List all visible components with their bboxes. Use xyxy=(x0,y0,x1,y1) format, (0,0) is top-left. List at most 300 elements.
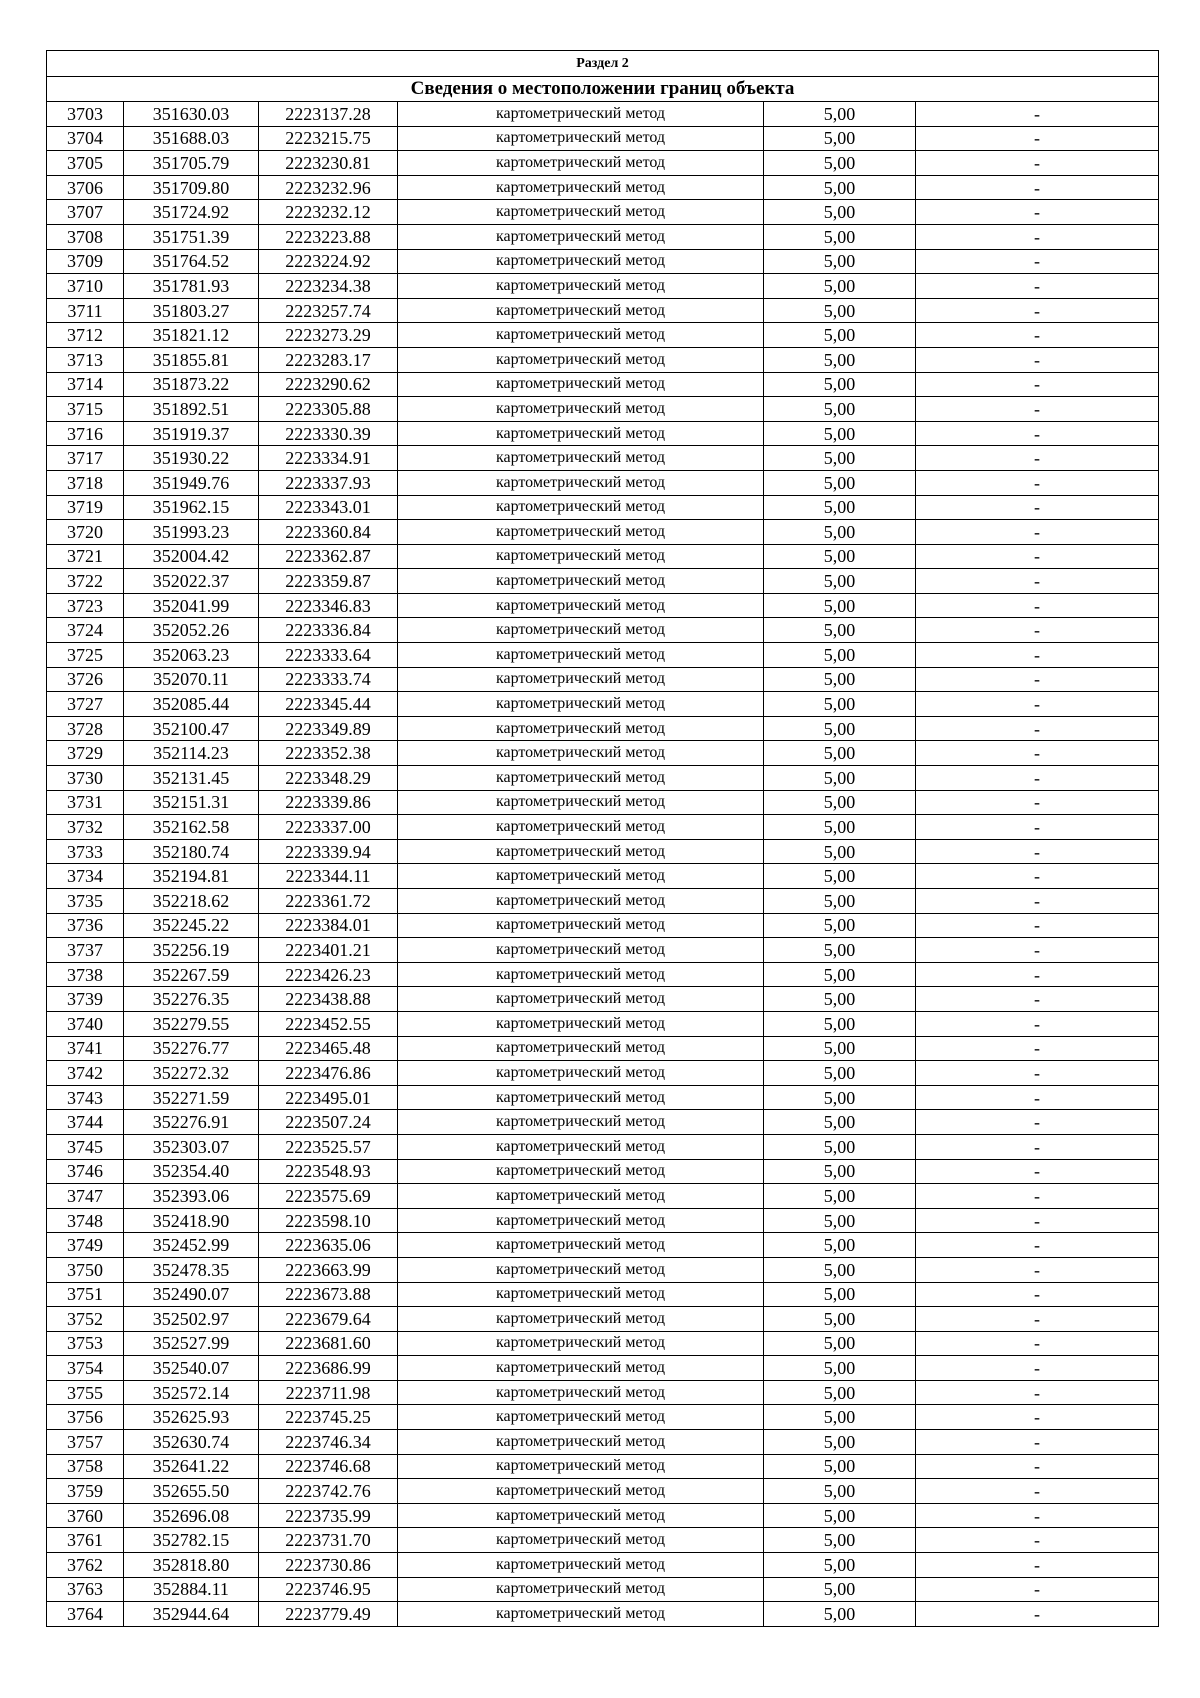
accuracy-cell: 5,00 xyxy=(764,126,916,151)
y-coordinate-cell: 2223359.87 xyxy=(259,569,398,594)
description-cell: - xyxy=(916,323,1159,348)
y-coordinate-cell: 2223345.44 xyxy=(259,692,398,717)
table-row xyxy=(47,1282,1159,1307)
accuracy-cell: 5,00 xyxy=(764,1159,916,1184)
table-row xyxy=(47,790,1159,815)
method-cell: картометрический метод xyxy=(398,1257,764,1282)
method-cell: картометрический метод xyxy=(398,1553,764,1578)
y-coordinate-cell: 2223349.89 xyxy=(259,716,398,741)
accuracy-cell: 5,00 xyxy=(764,643,916,668)
accuracy-cell: 5,00 xyxy=(764,569,916,594)
point-number-cell: 3757 xyxy=(47,1430,124,1455)
y-coordinate-cell: 2223663.99 xyxy=(259,1257,398,1282)
y-coordinate-cell: 2223711.98 xyxy=(259,1380,398,1405)
accuracy-cell: 5,00 xyxy=(764,741,916,766)
method-cell: картометрический метод xyxy=(398,913,764,938)
point-number-cell: 3737 xyxy=(47,938,124,963)
x-coordinate-cell: 351949.76 xyxy=(124,470,259,495)
table-row xyxy=(47,1233,1159,1258)
description-cell: - xyxy=(916,126,1159,151)
x-coordinate-cell: 352085.44 xyxy=(124,692,259,717)
method-cell: картометрический метод xyxy=(398,1331,764,1356)
accuracy-cell: 5,00 xyxy=(764,1257,916,1282)
x-coordinate-cell: 352245.22 xyxy=(124,913,259,938)
method-cell: картометрический метод xyxy=(398,1503,764,1528)
x-coordinate-cell: 352041.99 xyxy=(124,593,259,618)
x-coordinate-cell: 352818.80 xyxy=(124,1553,259,1578)
accuracy-cell: 5,00 xyxy=(764,1405,916,1430)
description-cell: - xyxy=(916,1430,1159,1455)
point-number-cell: 3708 xyxy=(47,224,124,249)
table-row xyxy=(47,1331,1159,1356)
accuracy-cell: 5,00 xyxy=(764,1331,916,1356)
point-number-cell: 3733 xyxy=(47,839,124,864)
description-cell: - xyxy=(916,569,1159,594)
x-coordinate-cell: 351705.79 xyxy=(124,151,259,176)
x-coordinate-cell: 351688.03 xyxy=(124,126,259,151)
x-coordinate-cell: 352100.47 xyxy=(124,716,259,741)
accuracy-cell: 5,00 xyxy=(764,151,916,176)
table-row xyxy=(47,1061,1159,1086)
accuracy-cell: 5,00 xyxy=(764,815,916,840)
y-coordinate-cell: 2223339.86 xyxy=(259,790,398,815)
table-row xyxy=(47,1011,1159,1036)
point-number-cell: 3740 xyxy=(47,1011,124,1036)
y-coordinate-cell: 2223730.86 xyxy=(259,1553,398,1578)
table-row xyxy=(47,1380,1159,1405)
accuracy-cell: 5,00 xyxy=(764,323,916,348)
table-row xyxy=(47,1036,1159,1061)
description-cell: - xyxy=(916,1380,1159,1405)
point-number-cell: 3759 xyxy=(47,1479,124,1504)
table-row xyxy=(47,716,1159,741)
point-number-cell: 3703 xyxy=(47,102,124,127)
accuracy-cell: 5,00 xyxy=(764,667,916,692)
accuracy-cell: 5,00 xyxy=(764,298,916,323)
method-cell: картометрический метод xyxy=(398,790,764,815)
method-cell: картометрический метод xyxy=(398,692,764,717)
method-cell: картометрический метод xyxy=(398,618,764,643)
table-row xyxy=(47,618,1159,643)
x-coordinate-cell: 352151.31 xyxy=(124,790,259,815)
point-number-cell: 3728 xyxy=(47,716,124,741)
point-number-cell: 3707 xyxy=(47,200,124,225)
accuracy-cell: 5,00 xyxy=(764,421,916,446)
table-row xyxy=(47,569,1159,594)
x-coordinate-cell: 352070.11 xyxy=(124,667,259,692)
y-coordinate-cell: 2223273.29 xyxy=(259,323,398,348)
table-row xyxy=(47,1356,1159,1381)
x-coordinate-cell: 352052.26 xyxy=(124,618,259,643)
method-cell: картометрический метод xyxy=(398,102,764,127)
description-cell: - xyxy=(916,962,1159,987)
accuracy-cell: 5,00 xyxy=(764,249,916,274)
method-cell: картометрический метод xyxy=(398,962,764,987)
point-number-cell: 3717 xyxy=(47,446,124,471)
x-coordinate-cell: 352218.62 xyxy=(124,889,259,914)
y-coordinate-cell: 2223362.87 xyxy=(259,544,398,569)
description-cell: - xyxy=(916,175,1159,200)
y-coordinate-cell: 2223742.76 xyxy=(259,1479,398,1504)
method-cell: картометрический метод xyxy=(398,323,764,348)
x-coordinate-cell: 352004.42 xyxy=(124,544,259,569)
y-coordinate-cell: 2223779.49 xyxy=(259,1602,398,1627)
accuracy-cell: 5,00 xyxy=(764,987,916,1012)
x-coordinate-cell: 352630.74 xyxy=(124,1430,259,1455)
table-row xyxy=(47,692,1159,717)
point-number-cell: 3747 xyxy=(47,1184,124,1209)
method-cell: картометрический метод xyxy=(398,889,764,914)
x-coordinate-cell: 351993.23 xyxy=(124,520,259,545)
x-coordinate-cell: 352478.35 xyxy=(124,1257,259,1282)
x-coordinate-cell: 352393.06 xyxy=(124,1184,259,1209)
y-coordinate-cell: 2223731.70 xyxy=(259,1528,398,1553)
accuracy-cell: 5,00 xyxy=(764,618,916,643)
y-coordinate-cell: 2223352.38 xyxy=(259,741,398,766)
method-cell: картометрический метод xyxy=(398,864,764,889)
description-cell: - xyxy=(916,938,1159,963)
y-coordinate-cell: 2223465.48 xyxy=(259,1036,398,1061)
y-coordinate-cell: 2223223.88 xyxy=(259,224,398,249)
description-cell: - xyxy=(916,151,1159,176)
x-coordinate-cell: 351873.22 xyxy=(124,372,259,397)
description-cell: - xyxy=(916,716,1159,741)
accuracy-cell: 5,00 xyxy=(764,889,916,914)
method-cell: картометрический метод xyxy=(398,1356,764,1381)
point-number-cell: 3754 xyxy=(47,1356,124,1381)
x-coordinate-cell: 352641.22 xyxy=(124,1454,259,1479)
y-coordinate-cell: 2223426.23 xyxy=(259,962,398,987)
description-cell: - xyxy=(916,987,1159,1012)
accuracy-cell: 5,00 xyxy=(764,790,916,815)
table-row xyxy=(47,249,1159,274)
description-cell: - xyxy=(916,790,1159,815)
table-row xyxy=(47,1405,1159,1430)
accuracy-cell: 5,00 xyxy=(764,766,916,791)
accuracy-cell: 5,00 xyxy=(764,470,916,495)
y-coordinate-cell: 2223224.92 xyxy=(259,249,398,274)
table-row xyxy=(47,962,1159,987)
description-cell: - xyxy=(916,815,1159,840)
description-cell: - xyxy=(916,913,1159,938)
description-cell: - xyxy=(916,1134,1159,1159)
x-coordinate-cell: 352354.40 xyxy=(124,1159,259,1184)
description-cell: - xyxy=(916,249,1159,274)
table-row xyxy=(47,889,1159,914)
method-cell: картометрический метод xyxy=(398,249,764,274)
table-row xyxy=(47,815,1159,840)
accuracy-cell: 5,00 xyxy=(764,938,916,963)
point-number-cell: 3752 xyxy=(47,1307,124,1332)
y-coordinate-cell: 2223339.94 xyxy=(259,839,398,864)
description-cell: - xyxy=(916,470,1159,495)
description-cell: - xyxy=(916,1577,1159,1602)
description-cell: - xyxy=(916,372,1159,397)
accuracy-cell: 5,00 xyxy=(764,1036,916,1061)
x-coordinate-cell: 351821.12 xyxy=(124,323,259,348)
table-row xyxy=(47,1454,1159,1479)
table-row xyxy=(47,298,1159,323)
point-number-cell: 3710 xyxy=(47,274,124,299)
point-number-cell: 3723 xyxy=(47,593,124,618)
method-cell: картометрический метод xyxy=(398,987,764,1012)
method-cell: картометрический метод xyxy=(398,938,764,963)
method-cell: картометрический метод xyxy=(398,1159,764,1184)
table-row xyxy=(47,347,1159,372)
table-row xyxy=(47,741,1159,766)
y-coordinate-cell: 2223346.83 xyxy=(259,593,398,618)
method-cell: картометрический метод xyxy=(398,495,764,520)
accuracy-cell: 5,00 xyxy=(764,1110,916,1135)
description-cell: - xyxy=(916,1159,1159,1184)
description-cell: - xyxy=(916,667,1159,692)
x-coordinate-cell: 352114.23 xyxy=(124,741,259,766)
x-coordinate-cell: 352271.59 xyxy=(124,1085,259,1110)
x-coordinate-cell: 351724.92 xyxy=(124,200,259,225)
method-cell: картометрический метод xyxy=(398,126,764,151)
accuracy-cell: 5,00 xyxy=(764,520,916,545)
accuracy-cell: 5,00 xyxy=(764,1061,916,1086)
method-cell: картометрический метод xyxy=(398,1307,764,1332)
method-cell: картометрический метод xyxy=(398,569,764,594)
accuracy-cell: 5,00 xyxy=(764,1553,916,1578)
table-row xyxy=(47,913,1159,938)
accuracy-cell: 5,00 xyxy=(764,913,916,938)
description-cell: - xyxy=(916,692,1159,717)
point-number-cell: 3720 xyxy=(47,520,124,545)
table-row xyxy=(47,544,1159,569)
table-row xyxy=(47,397,1159,422)
description-cell: - xyxy=(916,839,1159,864)
method-cell: картометрический метод xyxy=(398,1528,764,1553)
point-number-cell: 3739 xyxy=(47,987,124,1012)
x-coordinate-cell: 352782.15 xyxy=(124,1528,259,1553)
x-coordinate-cell: 352452.99 xyxy=(124,1233,259,1258)
point-number-cell: 3727 xyxy=(47,692,124,717)
method-cell: картометрический метод xyxy=(398,1454,764,1479)
y-coordinate-cell: 2223336.84 xyxy=(259,618,398,643)
y-coordinate-cell: 2223283.17 xyxy=(259,347,398,372)
accuracy-cell: 5,00 xyxy=(764,1602,916,1627)
table-row xyxy=(47,643,1159,668)
accuracy-cell: 5,00 xyxy=(764,274,916,299)
point-number-cell: 3735 xyxy=(47,889,124,914)
accuracy-cell: 5,00 xyxy=(764,1233,916,1258)
y-coordinate-cell: 2223746.95 xyxy=(259,1577,398,1602)
accuracy-cell: 5,00 xyxy=(764,1380,916,1405)
accuracy-cell: 5,00 xyxy=(764,200,916,225)
point-number-cell: 3726 xyxy=(47,667,124,692)
x-coordinate-cell: 352490.07 xyxy=(124,1282,259,1307)
y-coordinate-cell: 2223681.60 xyxy=(259,1331,398,1356)
method-cell: картометрический метод xyxy=(398,716,764,741)
table-row xyxy=(47,1430,1159,1455)
table-body xyxy=(47,51,1159,1627)
point-number-cell: 3722 xyxy=(47,569,124,594)
point-number-cell: 3730 xyxy=(47,766,124,791)
method-cell: картометрический метод xyxy=(398,593,764,618)
point-number-cell: 3756 xyxy=(47,1405,124,1430)
y-coordinate-cell: 2223686.99 xyxy=(259,1356,398,1381)
x-coordinate-cell: 352180.74 xyxy=(124,839,259,864)
method-cell: картометрический метод xyxy=(398,520,764,545)
y-coordinate-cell: 2223452.55 xyxy=(259,1011,398,1036)
x-coordinate-cell: 351709.80 xyxy=(124,175,259,200)
point-number-cell: 3755 xyxy=(47,1380,124,1405)
point-number-cell: 3718 xyxy=(47,470,124,495)
y-coordinate-cell: 2223334.91 xyxy=(259,446,398,471)
point-number-cell: 3745 xyxy=(47,1134,124,1159)
x-coordinate-cell: 352063.23 xyxy=(124,643,259,668)
method-cell: картометрический метод xyxy=(398,298,764,323)
table-row xyxy=(47,1553,1159,1578)
accuracy-cell: 5,00 xyxy=(764,1184,916,1209)
x-coordinate-cell: 352625.93 xyxy=(124,1405,259,1430)
x-coordinate-cell: 351930.22 xyxy=(124,446,259,471)
x-coordinate-cell: 352022.37 xyxy=(124,569,259,594)
description-cell: - xyxy=(916,520,1159,545)
accuracy-cell: 5,00 xyxy=(764,593,916,618)
description-cell: - xyxy=(916,618,1159,643)
accuracy-cell: 5,00 xyxy=(764,544,916,569)
y-coordinate-cell: 2223525.57 xyxy=(259,1134,398,1159)
description-cell: - xyxy=(916,1405,1159,1430)
accuracy-cell: 5,00 xyxy=(764,1085,916,1110)
y-coordinate-cell: 2223673.88 xyxy=(259,1282,398,1307)
point-number-cell: 3764 xyxy=(47,1602,124,1627)
y-coordinate-cell: 2223635.06 xyxy=(259,1233,398,1258)
x-coordinate-cell: 351855.81 xyxy=(124,347,259,372)
y-coordinate-cell: 2223257.74 xyxy=(259,298,398,323)
table-row xyxy=(47,175,1159,200)
y-coordinate-cell: 2223746.68 xyxy=(259,1454,398,1479)
table-row xyxy=(47,1257,1159,1282)
point-number-cell: 3751 xyxy=(47,1282,124,1307)
y-coordinate-cell: 2223290.62 xyxy=(259,372,398,397)
point-number-cell: 3712 xyxy=(47,323,124,348)
y-coordinate-cell: 2223384.01 xyxy=(259,913,398,938)
method-cell: картометрический метод xyxy=(398,1479,764,1504)
accuracy-cell: 5,00 xyxy=(764,1011,916,1036)
document-page xyxy=(46,50,1158,1627)
y-coordinate-cell: 2223495.01 xyxy=(259,1085,398,1110)
description-cell: - xyxy=(916,1036,1159,1061)
accuracy-cell: 5,00 xyxy=(764,692,916,717)
table-row xyxy=(47,1503,1159,1528)
accuracy-cell: 5,00 xyxy=(764,224,916,249)
table-title-row xyxy=(47,77,1159,102)
method-cell: картометрический метод xyxy=(398,347,764,372)
point-number-cell: 3758 xyxy=(47,1454,124,1479)
description-cell: - xyxy=(916,495,1159,520)
point-number-cell: 3741 xyxy=(47,1036,124,1061)
method-cell: картометрический метод xyxy=(398,397,764,422)
point-number-cell: 3761 xyxy=(47,1528,124,1553)
point-number-cell: 3753 xyxy=(47,1331,124,1356)
method-cell: картометрический метод xyxy=(398,1380,764,1405)
point-number-cell: 3760 xyxy=(47,1503,124,1528)
x-coordinate-cell: 352655.50 xyxy=(124,1479,259,1504)
x-coordinate-cell: 352276.77 xyxy=(124,1036,259,1061)
method-cell: картометрический метод xyxy=(398,667,764,692)
description-cell: - xyxy=(916,298,1159,323)
point-number-cell: 3716 xyxy=(47,421,124,446)
x-coordinate-cell: 352276.91 xyxy=(124,1110,259,1135)
point-number-cell: 3706 xyxy=(47,175,124,200)
x-coordinate-cell: 352527.99 xyxy=(124,1331,259,1356)
point-number-cell: 3736 xyxy=(47,913,124,938)
description-cell: - xyxy=(916,1257,1159,1282)
description-cell: - xyxy=(916,1503,1159,1528)
y-coordinate-cell: 2223333.64 xyxy=(259,643,398,668)
description-cell: - xyxy=(916,1553,1159,1578)
y-coordinate-cell: 2223330.39 xyxy=(259,421,398,446)
table-row xyxy=(47,126,1159,151)
x-coordinate-cell: 351781.93 xyxy=(124,274,259,299)
table-row xyxy=(47,593,1159,618)
method-cell: картометрический метод xyxy=(398,470,764,495)
point-number-cell: 3704 xyxy=(47,126,124,151)
y-coordinate-cell: 2223343.01 xyxy=(259,495,398,520)
x-coordinate-cell: 352696.08 xyxy=(124,1503,259,1528)
method-cell: картометрический метод xyxy=(398,1036,764,1061)
method-cell: картометрический метод xyxy=(398,1208,764,1233)
method-cell: картометрический метод xyxy=(398,446,764,471)
description-cell: - xyxy=(916,766,1159,791)
x-coordinate-cell: 352572.14 xyxy=(124,1380,259,1405)
method-cell: картометрический метод xyxy=(398,1085,764,1110)
method-cell: картометрический метод xyxy=(398,1577,764,1602)
method-cell: картометрический метод xyxy=(398,200,764,225)
x-coordinate-cell: 351919.37 xyxy=(124,421,259,446)
table-row xyxy=(47,864,1159,889)
point-number-cell: 3746 xyxy=(47,1159,124,1184)
description-cell: - xyxy=(916,224,1159,249)
y-coordinate-cell: 2223679.64 xyxy=(259,1307,398,1332)
description-cell: - xyxy=(916,593,1159,618)
y-coordinate-cell: 2223360.84 xyxy=(259,520,398,545)
x-coordinate-cell: 351803.27 xyxy=(124,298,259,323)
table-row xyxy=(47,1085,1159,1110)
table-row xyxy=(47,1479,1159,1504)
y-coordinate-cell: 2223337.00 xyxy=(259,815,398,840)
description-cell: - xyxy=(916,1061,1159,1086)
x-coordinate-cell: 352502.97 xyxy=(124,1307,259,1332)
table-row xyxy=(47,839,1159,864)
y-coordinate-cell: 2223305.88 xyxy=(259,397,398,422)
point-number-cell: 3748 xyxy=(47,1208,124,1233)
table-row xyxy=(47,421,1159,446)
method-cell: картометрический метод xyxy=(398,1061,764,1086)
point-number-cell: 3721 xyxy=(47,544,124,569)
table-row xyxy=(47,1134,1159,1159)
accuracy-cell: 5,00 xyxy=(764,1282,916,1307)
boundary-coordinates-table xyxy=(46,50,1159,1627)
description-cell: - xyxy=(916,864,1159,889)
accuracy-cell: 5,00 xyxy=(764,372,916,397)
table-row xyxy=(47,446,1159,471)
y-coordinate-cell: 2223215.75 xyxy=(259,126,398,151)
method-cell: картометрический метод xyxy=(398,1134,764,1159)
point-number-cell: 3729 xyxy=(47,741,124,766)
table-title: Сведения о местоположении границ объекта xyxy=(47,77,1159,102)
y-coordinate-cell: 2223548.93 xyxy=(259,1159,398,1184)
x-coordinate-cell: 351764.52 xyxy=(124,249,259,274)
x-coordinate-cell: 351630.03 xyxy=(124,102,259,127)
method-cell: картометрический метод xyxy=(398,175,764,200)
table-row xyxy=(47,151,1159,176)
method-cell: картометрический метод xyxy=(398,372,764,397)
